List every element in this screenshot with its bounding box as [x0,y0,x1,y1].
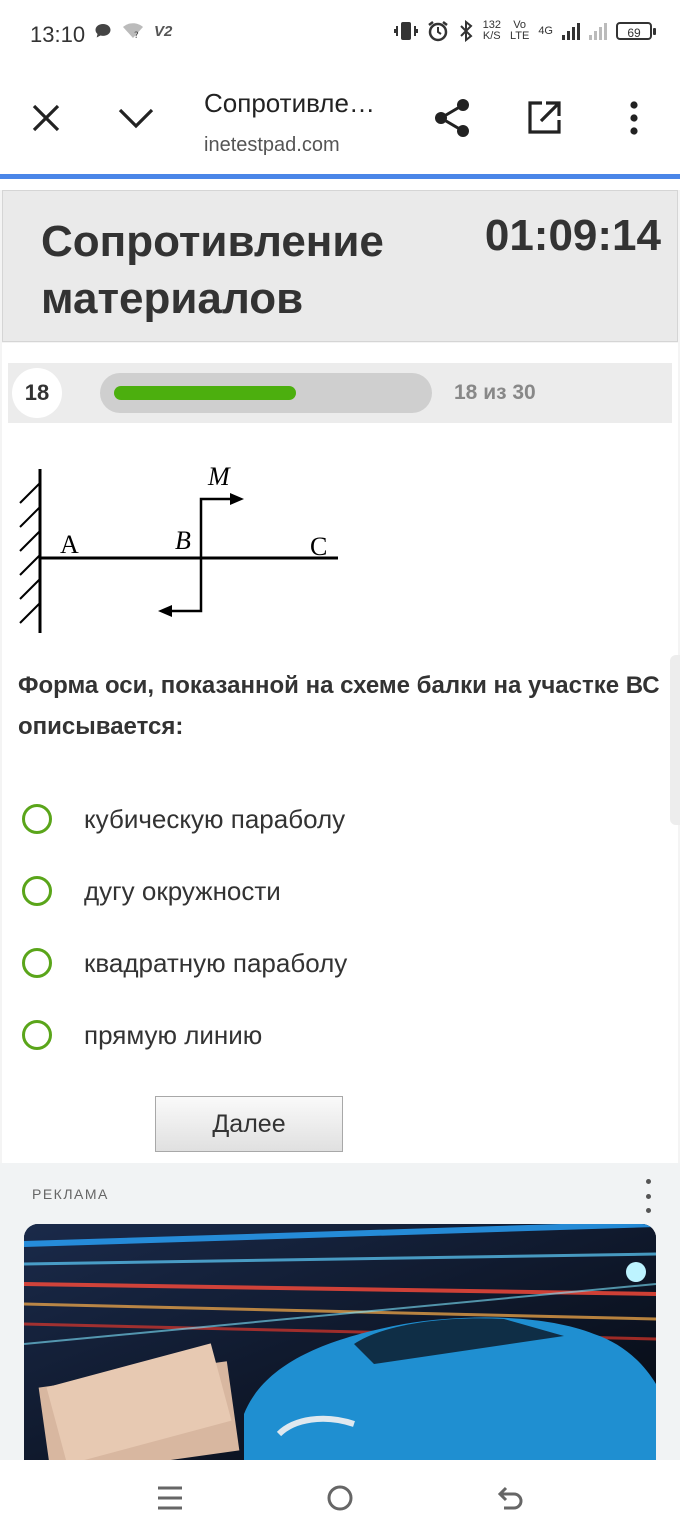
net-speed-value: 132 [482,19,501,31]
system-nav-bar [0,1460,680,1536]
browser-page-title: Сопротивле… [204,88,375,118]
beam-diagram [12,463,362,653]
answer-options [22,783,662,1071]
bluetooth-icon [458,20,474,42]
back-icon[interactable] [490,1478,530,1518]
scroll-handle[interactable] [670,655,680,825]
progress-strip [8,363,672,423]
menu-icon[interactable] [150,1478,190,1518]
radio-button[interactable] [22,948,52,978]
radio-button[interactable] [22,804,52,834]
browser-toolbar [0,70,680,174]
support-hatching [20,483,40,623]
next-button[interactable]: Далее [155,1096,343,1152]
net-speed-unit: K/S [482,30,501,42]
option-label[interactable]: прямую линию [84,1019,263,1050]
quiz-timer: 01:09:14 [484,211,661,260]
answer-option[interactable] [22,783,662,855]
answer-option[interactable] [22,999,662,1071]
label-b: B [175,526,191,555]
moment-arrow-up [201,499,240,558]
battery-icon [616,22,652,40]
answer-option[interactable] [22,855,662,927]
option-label[interactable]: квадратную параболу [84,947,348,978]
close-icon[interactable] [22,94,70,142]
progress-bar-fill [114,386,296,400]
web-page [0,190,680,1460]
label-c: C [310,532,328,561]
signal-icon [562,22,580,40]
question-card [2,343,678,1163]
vibrate-icon [394,21,418,41]
radio-button[interactable] [22,876,52,906]
quiz-header [2,190,678,342]
volte-top: Vo [513,19,527,31]
volte-bottom: LTE [509,30,530,42]
quiz-title: Сопротивление материалов [41,217,384,323]
ad-car-picture [24,1224,656,1464]
label-a: A [60,530,79,559]
more-vert-icon[interactable] [610,94,658,142]
carrier-label: V2 [154,22,173,40]
wifi-question-icon [122,22,144,40]
browser-url[interactable]: inetestpad.com [204,134,340,156]
chat-bubble-icon [94,22,112,40]
ad-label: РЕКЛАМА [32,1186,109,1202]
network-type: 4G [538,25,553,37]
moment-arrow-down [162,558,201,611]
svg-text:?: ? [134,31,139,40]
question-number-badge: 18 [12,368,62,418]
home-circle-icon[interactable] [320,1478,360,1518]
alarm-icon [427,20,449,42]
ad-section [0,1163,680,1460]
ad-more-icon[interactable] [638,1179,658,1213]
page-load-indicator [0,174,680,179]
open-external-icon[interactable] [520,94,568,142]
battery-level: 69 [627,26,641,40]
progress-text: 18 из 30 [454,381,536,404]
answer-option[interactable] [22,927,662,999]
share-icon[interactable] [428,94,476,142]
option-label[interactable]: дугу окружности [84,875,281,906]
status-bar [0,0,680,70]
label-m: M [208,463,230,491]
radio-button[interactable] [22,1020,52,1050]
chevron-down-icon[interactable] [112,94,160,142]
signal-icon-2 [589,22,607,40]
option-label[interactable]: кубическую параболу [84,803,346,834]
question-text: Форма оси, показанной на схеме балки на участке ВС описывается: [18,672,660,740]
status-time: 13:10 [30,22,86,47]
progress-bar [100,373,432,413]
ad-image[interactable] [24,1224,656,1464]
